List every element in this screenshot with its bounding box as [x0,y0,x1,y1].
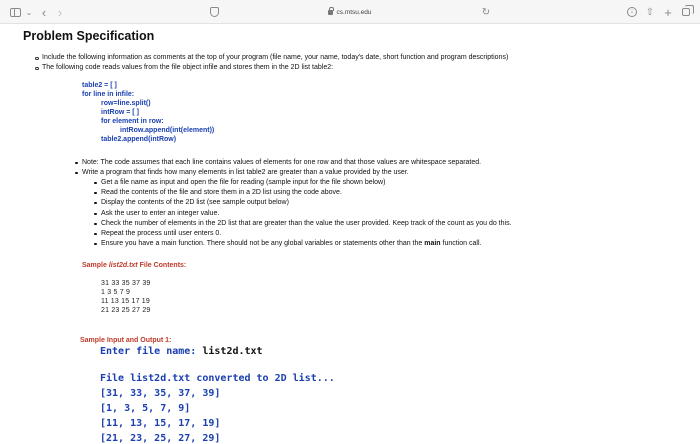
intro-bullet: The following code reads values from the file object infile and stores them in the 2D list table2: [42,64,334,71]
step-item [101,240,481,247]
tabs-icon[interactable] [680,4,692,20]
file-line: 11 13 15 17 19 [101,298,150,305]
output-row: [11, 13, 15, 17, 19] [100,418,221,429]
url-text: cs.mtsu.edu [336,8,372,16]
file-line: 21 23 25 27 29 [101,307,151,314]
shield-icon[interactable] [208,4,220,20]
step-item: Get a file name as input and open the file for reading (sample input for the file shown below) [101,179,386,186]
step-text: Ensure you have a main function. There should not be any global variables or statements other than the [101,240,425,247]
output-row: [1, 3, 5, 7, 9] [100,403,191,414]
step-item: Check the number of elements in the 2D list that are greater than the value the user provided. Keep track of the count as you do this. [101,220,512,227]
user-input: list2d.txt [202,346,263,357]
download-icon[interactable]: ↓ [626,4,638,20]
code-line: for element in row: [101,118,164,125]
lock-icon [328,10,333,15]
code-line: table2.append(intRow) [101,136,177,143]
code-line: table2 = [ ] [82,82,117,89]
sample-file-label: Sample list2d.txt File Contents: [82,262,187,269]
output-row: [21, 23, 25, 27, 29] [100,433,221,444]
note-bullet: Write a program that finds how many elements in list table2 are greater than a value provided by the user. [82,169,409,176]
step-item: Display the contents of the 2D list (see sample output below) [101,199,289,206]
output-header: File list2d.txt converted to 2D list... [100,373,335,384]
sidebar-icon[interactable] [8,4,22,20]
step-item: Read the contents of the file and store them in a 2D list using the code above. [101,189,342,196]
main-keyword: main [424,240,441,247]
code-line: intRow.append(int(element)) [120,127,215,134]
back-arrow-icon[interactable]: ‹ [41,4,47,20]
step-text: function call. [440,240,482,247]
forward-arrow-icon[interactable]: › [57,4,63,20]
reload-icon[interactable]: ↻ [481,6,491,18]
sample-io-label: Sample Input and Output 1: [80,337,172,344]
code-line: row=line.split() [101,100,151,107]
input-prompt: Enter file name: list2d.txt [100,346,263,357]
chevron-down-icon[interactable]: ⌄ [25,7,33,17]
address-bar[interactable] [300,6,400,18]
step-item: Repeat the process until user enters 0. [101,230,222,237]
page-content [0,24,700,444]
output-row: [31, 33, 35, 37, 39] [100,388,221,399]
page-title: Problem Specification [23,29,155,43]
code-line: for line in infile: [82,91,135,98]
plus-icon[interactable]: + [664,4,672,20]
step-item: Ask the user to enter an integer value. [101,210,220,217]
browser-toolbar [0,0,700,24]
code-line: intRow = [ ] [101,109,139,116]
file-line: 31 33 35 37 39 [101,280,151,287]
file-line: 1 3 5 7 9 [101,289,131,296]
note-bullet: Note: The code assumes that each line contains values of elements for one row and that those values are whitespace separated. [82,159,482,166]
intro-bullet: Include the following information as comments at the top of your program (file name, your name, today's date, short function and program descriptions) [42,54,509,61]
share-icon[interactable]: ⇧ [645,6,655,18]
